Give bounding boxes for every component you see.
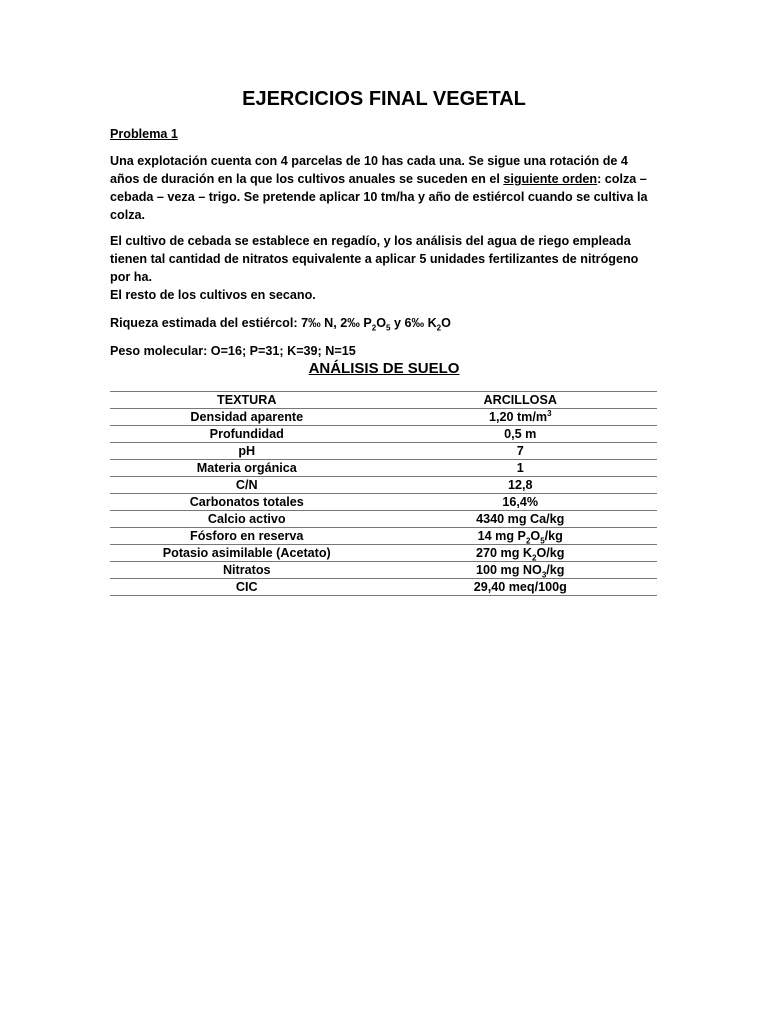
value-text: /kg — [544, 529, 563, 543]
subscript: 5 — [540, 536, 545, 546]
value-text: 16,4% — [502, 495, 539, 509]
row-property: Profundidad — [110, 426, 384, 443]
row-value — [384, 409, 658, 426]
value-text: 7 — [516, 444, 524, 458]
row-property: Fósforo en reserva — [110, 528, 384, 545]
row-value — [384, 579, 658, 596]
value-text: 29,40 meq/100g — [473, 580, 567, 594]
value-text: 0,5 m — [504, 427, 537, 441]
subscript: 2 — [525, 536, 531, 546]
table-header-row — [110, 392, 657, 409]
paragraph-text: Una explotación cuenta con 4 parcelas de 10 has cada una. Se sigue una rotación de 4 años de duración en la que los cultivos anuales se suceden en el — [110, 154, 628, 186]
richness-text: O — [441, 316, 451, 330]
subscript: 2 — [436, 323, 442, 333]
document-title: EJERCICIOS FINAL VEGETAL — [242, 88, 526, 110]
table-row — [110, 511, 657, 528]
manure-richness — [110, 314, 660, 332]
row-value — [384, 545, 658, 562]
row-value — [384, 477, 658, 494]
header-property: TEXTURA — [110, 392, 384, 409]
value-text: 100 mg NO — [476, 563, 542, 577]
superscript: 3 — [547, 408, 552, 418]
value-text: O — [530, 529, 541, 543]
paragraph-text: El cultivo de cebada se establece en regadío, y los análisis del agua de riego empleada tienen tal cantidad de nitratos equivalente a aplicar 5 unidades fertilizantes de nitrógeno por ha. — [110, 234, 639, 284]
problem-paragraph-1 — [110, 152, 660, 224]
row-property: Potasio asimilable (Acetato) — [110, 545, 384, 562]
paragraph-text: El resto de los cultivos en secano. — [110, 288, 316, 302]
problem-heading: Problema 1 — [110, 127, 178, 141]
row-property: CIC — [110, 579, 384, 596]
subscript: 2 — [532, 553, 537, 563]
subscript: 3 — [541, 570, 547, 580]
row-value — [384, 460, 658, 477]
problem-paragraph-2 — [110, 232, 660, 304]
row-property: Carbonatos totales — [110, 494, 384, 511]
soil-analysis-table — [110, 391, 657, 596]
value-text: /kg — [546, 563, 565, 577]
underlined-phrase: siguiente orden — [503, 172, 598, 186]
table-row — [110, 545, 657, 562]
row-property: Densidad aparente — [110, 409, 384, 426]
table-row — [110, 409, 657, 426]
subscript: 5 — [386, 323, 391, 333]
row-property: pH — [110, 443, 384, 460]
table-row — [110, 494, 657, 511]
paragraph-text: : colza – cebada – veza – trigo. Se pretende aplicar 10 tm/ha y año de estiércol cuando se cultiva la colza. — [110, 172, 648, 222]
row-value — [384, 528, 658, 545]
richness-text: O — [376, 316, 387, 330]
row-property: Nitratos — [110, 562, 384, 579]
table-row — [110, 579, 657, 596]
value-text: O/kg — [536, 546, 565, 560]
table-row — [110, 443, 657, 460]
row-property: Calcio activo — [110, 511, 384, 528]
subscript: 2 — [371, 323, 377, 333]
value-text: 12,8 — [507, 478, 533, 492]
soil-analysis-title: ANÁLISIS DE SUELO — [308, 360, 460, 377]
header-value: ARCILLOSA — [384, 392, 658, 409]
soil-table-body — [110, 409, 657, 596]
richness-text: Riqueza estimada del estiércol: 7‰ N, 2‰ P — [110, 316, 372, 330]
row-value — [384, 426, 658, 443]
table-row — [110, 528, 657, 545]
value-text: 14 mg P — [477, 529, 526, 543]
value-text: 270 mg K — [476, 546, 533, 560]
row-property: C/N — [110, 477, 384, 494]
table-row — [110, 477, 657, 494]
molecular-weights: Peso molecular: O=16; P=31; K=39; N=15 — [110, 344, 356, 358]
row-value — [384, 443, 658, 460]
row-value — [384, 511, 658, 528]
table-row — [110, 426, 657, 443]
problem-section — [110, 125, 660, 368]
table-row — [110, 460, 657, 477]
richness-text: y 6‰ K — [390, 316, 437, 330]
row-property: Materia orgánica — [110, 460, 384, 477]
value-text: 1 — [516, 461, 524, 475]
row-value — [384, 562, 658, 579]
table-row — [110, 562, 657, 579]
value-text: 1,20 tm/m — [488, 410, 548, 424]
row-value — [384, 494, 658, 511]
value-text: 4340 mg Ca/kg — [476, 512, 565, 526]
